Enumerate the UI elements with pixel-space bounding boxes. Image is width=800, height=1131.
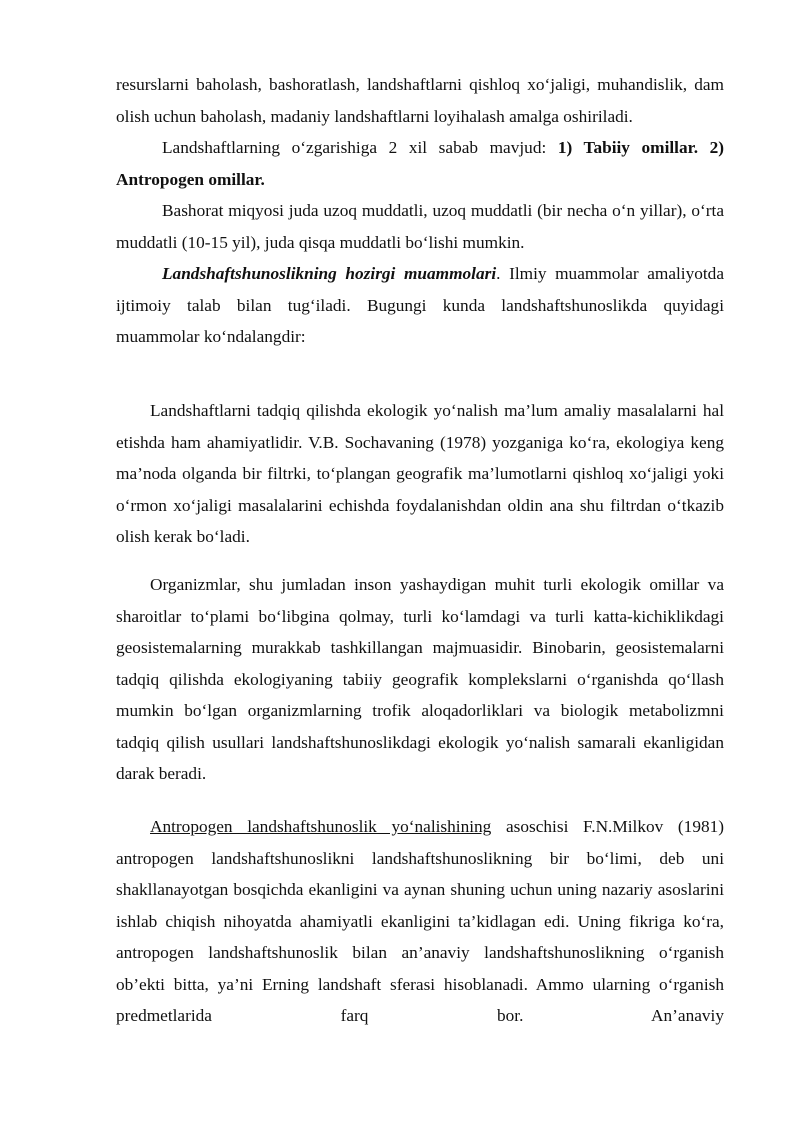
paragraph-7 xyxy=(116,811,724,1032)
underlined-term: Antropogen landshaftshunoslik yo‘nalishining xyxy=(150,817,492,836)
paragraph-2-bold-factors: 1) Tabiiy omillar. 2) Antropogen omillar. xyxy=(116,138,724,189)
paragraph-5 xyxy=(116,395,724,553)
paragraph-4-text: . Ilmiy muammolar amaliyotda ijtimoiy talab bilan tug‘iladi. Bugungi kunda landshaftshunoslikda quyidagi muammolar ko‘ndalangdir: xyxy=(116,264,724,346)
paragraph-4 xyxy=(116,258,724,353)
section-heading: Landshaftshunoslikning hozirgi muammolari xyxy=(162,264,497,283)
paragraph-3-text: Bashorat miqyosi juda uzoq muddatli, uzoq muddatli (bir necha o‘n yillar), o‘rta muddatli (10-15 yil), juda qisqa muddatli bo‘lishi mumkin. xyxy=(116,201,724,252)
paragraph-3 xyxy=(116,195,724,258)
paragraph-7-text: asoschisi F.N.Milkov (1981) antropogen landshaftshunoslikni landshaftshunoslikning bir bo‘limi, deb uni shakllanayotgan bosqichda ekanligini va aynan shuning uchun uning nazariy asoslarini ishlab chiqish nihoyatda ahamiyatli ekanligini ta’kidlagan edi. Uning fikriga ko‘ra, antropogen landshaftshunoslik bilan an’anaviy landshaftshunoslikning o‘rganish ob’ekti bitta, ya’ni Erning landshaft sferasi hisoblanadi. Ammo ularning o‘rganish predmetlarida farq bor. An’anaviy xyxy=(116,817,724,1025)
paragraph-2 xyxy=(116,132,724,195)
paragraph-6 xyxy=(116,569,724,790)
paragraph-1-text: resurslarni baholash, bashoratlash, landshaftlarni qishloq xo‘jaligi, muhandislik, dam olish uchun baholash, madaniy landshaftlarni loyihalash amalga oshiriladi. xyxy=(116,75,724,126)
paragraph-1 xyxy=(116,69,724,132)
paragraph-2-text: Landshaftlarning o‘zgarishiga 2 xil sabab mavjud: xyxy=(162,138,558,157)
paragraph-5-text: Landshaftlarni tadqiq qilishda ekologik yo‘nalish ma’lum amaliy masalalarni hal etishda ham ahamiyatlidir. V.B. Sochavaning (1978) yozganiga ko‘ra, ekologiya keng ma’noda olganda bir filtrki, to‘plangan geografik ma’lumotlarni qishloq xo‘jaligi yoki o‘rmon xo‘jaligi masalalarini echishda foydalanishdan oldin ana shu filtrdan o‘tkazib olish kerak bo‘ladi. xyxy=(116,401,724,546)
paragraph-6-text: Organizmlar, shu jumladan inson yashaydigan muhit turli ekologik omillar va sharoitlar to‘plami bo‘libgina qolmay, turli ko‘lamdagi va turli katta-kichiklikdagi geosistemalarning murakkab tashkillangan majmuasidir. Binobarin, geosistemalarni tadqiq qilishda ekologiyaning tabiiy geografik komplekslarni o‘rganishda qo‘llash mumkin bo‘lgan organizmlarning trofik aloqadorliklari va biologik metabolizmni tadqiq qilish usullari landshaftshunoslikdagi ekologik yo‘nalish samarali ekanligidan darak beradi. xyxy=(116,575,724,783)
